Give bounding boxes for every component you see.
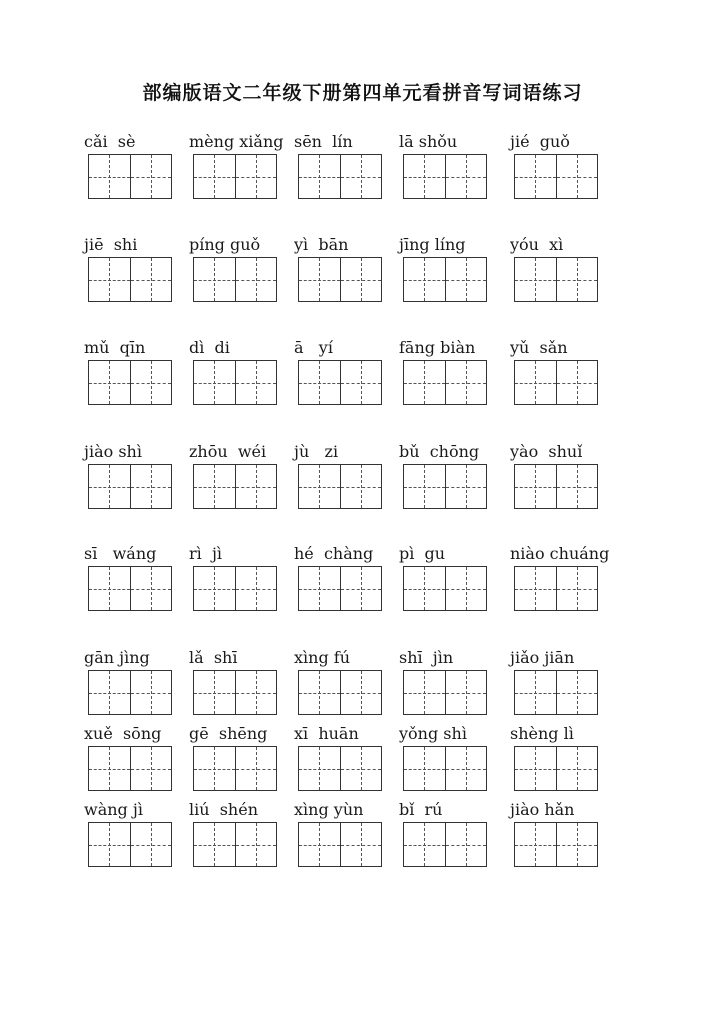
tianzige-cell[interactable] xyxy=(89,258,130,301)
writing-box[interactable] xyxy=(514,360,598,405)
writing-box[interactable] xyxy=(514,257,598,302)
pinyin-label: jié guǒ xyxy=(510,132,570,151)
tianzige-cell[interactable] xyxy=(130,747,172,790)
tianzige-cell[interactable] xyxy=(445,567,487,610)
tianzige-cell[interactable] xyxy=(130,465,172,508)
tianzige-cell[interactable] xyxy=(235,671,277,714)
writing-box[interactable] xyxy=(193,257,277,302)
tianzige-cell[interactable] xyxy=(89,747,130,790)
tianzige-cell[interactable] xyxy=(89,671,130,714)
writing-box[interactable] xyxy=(403,566,487,611)
pinyin-label: lā shǒu xyxy=(399,132,458,151)
tianzige-cell[interactable] xyxy=(445,258,487,301)
pinyin-label: lǎ shī xyxy=(189,648,238,667)
tianzige-cell[interactable] xyxy=(556,567,598,610)
tianzige-cell[interactable] xyxy=(556,823,598,866)
tianzige-cell[interactable] xyxy=(89,155,130,198)
writing-box[interactable] xyxy=(514,746,598,791)
pinyin-label: gē shēng xyxy=(189,724,268,743)
word-item xyxy=(399,338,524,418)
pinyin-label: yǒng shì xyxy=(399,724,467,743)
tianzige-cell[interactable] xyxy=(404,258,445,301)
writing-box[interactable] xyxy=(514,464,598,509)
tianzige-cell[interactable] xyxy=(235,465,277,508)
word-item xyxy=(510,544,635,624)
word-item xyxy=(399,544,524,624)
writing-box[interactable] xyxy=(88,566,172,611)
writing-box[interactable] xyxy=(514,154,598,199)
tianzige-cell[interactable] xyxy=(194,155,235,198)
pinyin-label: yì bān xyxy=(294,235,349,254)
writing-box[interactable] xyxy=(298,360,382,405)
pinyin-label: hé chàng xyxy=(294,544,374,563)
tianzige-cell[interactable] xyxy=(89,823,130,866)
pinyin-label: jīng líng xyxy=(399,235,466,254)
writing-box[interactable] xyxy=(193,670,277,715)
tianzige-cell[interactable] xyxy=(194,567,235,610)
tianzige-cell[interactable] xyxy=(299,361,340,404)
pinyin-label: mèng xiǎng xyxy=(189,132,284,151)
writing-box[interactable] xyxy=(514,822,598,867)
word-item xyxy=(510,648,635,728)
tianzige-cell[interactable] xyxy=(340,361,382,404)
pinyin-label: zhōu wéi xyxy=(189,442,267,461)
tianzige-cell[interactable] xyxy=(404,361,445,404)
pinyin-label: rì jì xyxy=(189,544,223,563)
tianzige-cell[interactable] xyxy=(235,747,277,790)
page-title: 部编版语文二年级下册第四单元看拼音写词语练习 xyxy=(142,82,583,104)
writing-box[interactable] xyxy=(403,464,487,509)
pinyin-label: dì di xyxy=(189,338,230,357)
pinyin-label: bǐ rú xyxy=(399,800,443,819)
tianzige-cell[interactable] xyxy=(130,155,172,198)
tianzige-cell[interactable] xyxy=(89,361,130,404)
tianzige-cell[interactable] xyxy=(194,823,235,866)
tianzige-cell[interactable] xyxy=(235,361,277,404)
tianzige-cell[interactable] xyxy=(194,258,235,301)
writing-box[interactable] xyxy=(298,464,382,509)
tianzige-cell[interactable] xyxy=(515,823,556,866)
pinyin-label: sēn lín xyxy=(294,132,353,151)
pinyin-label: fāng biàn xyxy=(399,338,476,357)
tianzige-cell[interactable] xyxy=(515,671,556,714)
tianzige-cell[interactable] xyxy=(515,258,556,301)
writing-box[interactable] xyxy=(403,360,487,405)
writing-box[interactable] xyxy=(298,566,382,611)
writing-box[interactable] xyxy=(88,464,172,509)
pinyin-label: mǔ qīn xyxy=(84,338,146,357)
writing-box[interactable] xyxy=(193,464,277,509)
tianzige-cell[interactable] xyxy=(340,823,382,866)
writing-box[interactable] xyxy=(88,154,172,199)
word-item xyxy=(510,338,635,418)
tianzige-cell[interactable] xyxy=(194,465,235,508)
pinyin-label: liú shén xyxy=(189,800,258,819)
tianzige-cell[interactable] xyxy=(340,258,382,301)
writing-box[interactable] xyxy=(88,257,172,302)
tianzige-cell[interactable] xyxy=(404,465,445,508)
writing-box[interactable] xyxy=(193,746,277,791)
writing-box[interactable] xyxy=(298,154,382,199)
word-item xyxy=(399,442,524,522)
word-item xyxy=(399,132,524,212)
word-item xyxy=(399,235,524,315)
writing-box[interactable] xyxy=(88,746,172,791)
pinyin-label: bǔ chōng xyxy=(399,442,480,461)
pinyin-label: yǔ sǎn xyxy=(510,338,568,357)
tianzige-cell[interactable] xyxy=(130,361,172,404)
tianzige-cell[interactable] xyxy=(556,258,598,301)
tianzige-cell[interactable] xyxy=(299,823,340,866)
tianzige-cell[interactable] xyxy=(299,747,340,790)
word-item xyxy=(510,132,635,212)
tianzige-cell[interactable] xyxy=(235,567,277,610)
tianzige-cell[interactable] xyxy=(194,671,235,714)
tianzige-cell[interactable] xyxy=(194,747,235,790)
writing-box[interactable] xyxy=(88,360,172,405)
pinyin-label: xìng yùn xyxy=(294,800,364,819)
writing-box[interactable] xyxy=(193,566,277,611)
writing-box[interactable] xyxy=(88,822,172,867)
word-item xyxy=(510,442,635,522)
writing-box[interactable] xyxy=(193,154,277,199)
tianzige-cell[interactable] xyxy=(445,155,487,198)
tianzige-cell[interactable] xyxy=(445,361,487,404)
tianzige-cell[interactable] xyxy=(299,671,340,714)
pinyin-label: jù zi xyxy=(294,442,339,461)
pinyin-label: jiào shì xyxy=(84,442,142,461)
tianzige-cell[interactable] xyxy=(404,567,445,610)
tianzige-cell[interactable] xyxy=(515,155,556,198)
writing-box[interactable] xyxy=(514,566,598,611)
word-item xyxy=(399,724,524,804)
tianzige-cell[interactable] xyxy=(194,361,235,404)
word-item xyxy=(399,648,524,728)
tianzige-cell[interactable] xyxy=(404,823,445,866)
tianzige-cell[interactable] xyxy=(445,465,487,508)
tianzige-cell[interactable] xyxy=(556,671,598,714)
pinyin-label: wàng jì xyxy=(84,800,143,819)
tianzige-cell[interactable] xyxy=(556,155,598,198)
tianzige-cell[interactable] xyxy=(515,747,556,790)
tianzige-cell[interactable] xyxy=(299,567,340,610)
tianzige-cell[interactable] xyxy=(130,567,172,610)
tianzige-cell[interactable] xyxy=(404,155,445,198)
tianzige-cell[interactable] xyxy=(515,567,556,610)
pinyin-label: gān jìng xyxy=(84,648,150,667)
tianzige-cell[interactable] xyxy=(404,671,445,714)
tianzige-cell[interactable] xyxy=(89,465,130,508)
tianzige-cell[interactable] xyxy=(556,361,598,404)
word-item xyxy=(510,724,635,804)
pinyin-label: yào shuǐ xyxy=(510,442,583,461)
tianzige-cell[interactable] xyxy=(299,465,340,508)
tianzige-cell[interactable] xyxy=(299,155,340,198)
pinyin-label: niào chuáng xyxy=(510,544,610,563)
tianzige-cell[interactable] xyxy=(130,258,172,301)
word-item xyxy=(510,800,635,880)
tianzige-cell[interactable] xyxy=(235,155,277,198)
tianzige-cell[interactable] xyxy=(235,258,277,301)
writing-box[interactable] xyxy=(298,822,382,867)
writing-box[interactable] xyxy=(403,257,487,302)
pinyin-label: píng guǒ xyxy=(189,235,261,254)
pinyin-label: xī huān xyxy=(294,724,359,743)
tianzige-cell[interactable] xyxy=(445,823,487,866)
writing-box[interactable] xyxy=(403,746,487,791)
pinyin-label: pì gu xyxy=(399,544,446,563)
tianzige-cell[interactable] xyxy=(556,465,598,508)
pinyin-label: shèng lì xyxy=(510,724,574,743)
tianzige-cell[interactable] xyxy=(340,747,382,790)
writing-box[interactable] xyxy=(88,670,172,715)
writing-box[interactable] xyxy=(298,746,382,791)
writing-box[interactable] xyxy=(403,154,487,199)
word-item xyxy=(399,800,524,880)
writing-box[interactable] xyxy=(298,670,382,715)
word-item xyxy=(510,235,635,315)
pinyin-label: yóu xì xyxy=(510,235,564,254)
tianzige-cell[interactable] xyxy=(556,747,598,790)
tianzige-cell[interactable] xyxy=(299,258,340,301)
pinyin-label: cǎi sè xyxy=(84,132,136,151)
pinyin-label: jiào hǎn xyxy=(510,800,575,819)
writing-box[interactable] xyxy=(514,670,598,715)
pinyin-label: jiē shi xyxy=(84,235,138,254)
tianzige-cell[interactable] xyxy=(340,567,382,610)
tianzige-cell[interactable] xyxy=(340,671,382,714)
pinyin-label: ā yí xyxy=(294,338,333,357)
tianzige-cell[interactable] xyxy=(235,823,277,866)
tianzige-cell[interactable] xyxy=(89,567,130,610)
writing-box[interactable] xyxy=(403,822,487,867)
tianzige-cell[interactable] xyxy=(515,361,556,404)
writing-box[interactable] xyxy=(193,360,277,405)
tianzige-cell[interactable] xyxy=(445,747,487,790)
tianzige-cell[interactable] xyxy=(130,823,172,866)
tianzige-cell[interactable] xyxy=(340,155,382,198)
writing-box[interactable] xyxy=(193,822,277,867)
writing-box[interactable] xyxy=(298,257,382,302)
pinyin-label: xuě sōng xyxy=(84,724,162,743)
tianzige-cell[interactable] xyxy=(340,465,382,508)
pinyin-label: shī jìn xyxy=(399,648,454,667)
tianzige-cell[interactable] xyxy=(515,465,556,508)
tianzige-cell[interactable] xyxy=(130,671,172,714)
pinyin-label: xìng fú xyxy=(294,648,350,667)
pinyin-label: sī wáng xyxy=(84,544,157,563)
tianzige-cell[interactable] xyxy=(404,747,445,790)
writing-box[interactable] xyxy=(403,670,487,715)
pinyin-label: jiǎo jiān xyxy=(510,648,575,667)
tianzige-cell[interactable] xyxy=(445,671,487,714)
